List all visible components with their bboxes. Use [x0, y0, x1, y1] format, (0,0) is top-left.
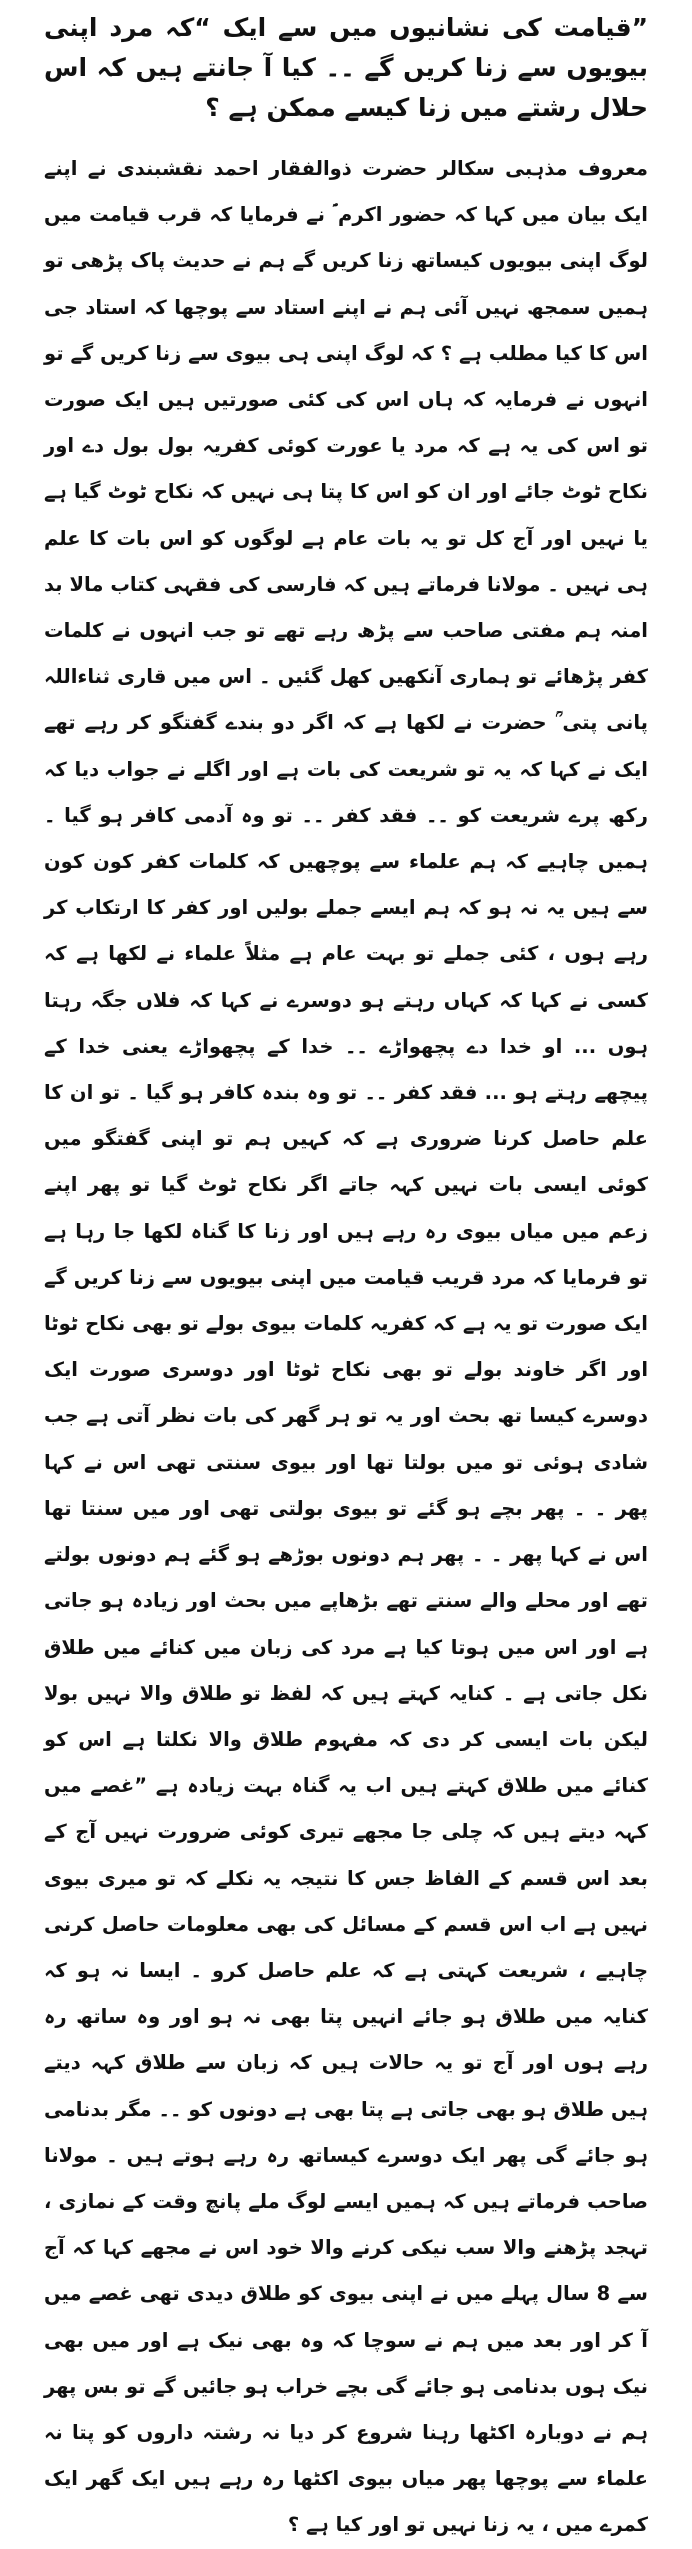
article [44, 8, 648, 2549]
article-title: ”قیامت کی نشانیوں میں سے ایک “کہ مرد اپنی بیویوں سے زنا کریں گے ۔۔ کیا آ جانتے ہیں کہ اس حلال رشتے میں زنا کیسے ممکن ہے ؟ [44, 13, 648, 122]
article-body: معروف مذہبی سکالر حضرت ذوالفقار احمد نقشبندی نے اپنے ایک بیان میں کہا کہ حضور اکرم ؐ نے فرمایا کہ قرب قیامت میں لوگ اپنی بیویوں کیساتھ زنا کریں گے ہم نے حدیث پاک پڑھی تو ہمیں سمجھ نہیں آئی ہم نے اپنے استاد سے پوچھا کہ استاد جی اس کا کیا مطلب ہے ؟ کہ لوگ اپنی ہی بیوی سے زنا کریں گے تو انہوں نے فرمایہ کہ ہاں اس کی کئی صورتیں ہیں ایک صورت تو اس کی یہ ہے کہ مرد یا عورت کوئی کفریہ بول بول دے اور نکاح ٹوٹ جائے اور ان کو اس کا پتا ہی نہیں کہ نکاح ٹوٹ گیا ہے یا نہیں اور آج کل تو یہ بات عام ہے لوگوں کو اس بات کا علم ہی نہیں ۔ مولانا فرماتے ہیں کہ فارسی کی فقہی کتاب مالا بد امنہ ہم مفتی صاحب سے پڑھ رہے تھے تو جب انہوں نے کلمات کفر پڑھائے تو ہماری آنکھیں کھل گئیں ۔ اس میں قاری ثناءاللہ پانی پتی ؒ حضرت نے لکھا ہے کہ اگر دو بندے گفتگو کر رہے تھے ایک نے کہا کہ یہ تو شریعت کی بات ہے اور اگلے نے جواب دیا کہ رکھ پرے شریعت کو ۔۔ فقد کفر ۔۔ تو وہ آدمی کافر ہو گیا ۔ ہمیں چاہیے کہ ہم علماء سے پوچھیں کہ کلمات کفر کون کون سے ہیں یہ نہ ہو کہ ہم ایسے جملے بولیں اور کفر کا ارتکاب کر رہے ہوں ، کئی جملے تو بہت عام ہے مثلاً علماء نے لکھا ہے کہ کسی نے کہا کہ کہاں رہتے ہو دوسرے نے کہا کہ فلاں جگہ رہتا ہوں ... او خدا دے پچھواڑے ۔۔ خدا کے پچھواڑے یعنی خدا کے پیچھے رہتے ہو ... فقد کفر ۔۔ تو وہ بندہ کافر ہو گیا ۔ تو ان کا علم حاصل کرنا ضروری ہے کہ کہیں ہم تو اپنی گفتگو میں کوئی ایسی بات نہیں کہہ جاتے اگر نکاح ٹوٹ گیا تو پھر اپنے زعم میں میاں بیوی رہ رہے ہیں اور زنا کا گناہ لکھا جا رہا ہے تو فرمایا کہ مرد قریب قیامت میں اپنی بیویوں سے زنا کریں گے ایک صورت تو یہ ہے کہ کفریہ کلمات بیوی بولے تو بھی نکاح ٹوٹا اور اگر خاوند بولے تو بھی نکاح ٹوٹا اور دوسری صورت ایک دوسرے کیسا تھ بحث اور یہ تو ہر گھر کی بات نظر آتی ہے جب شادی ہوئی تو میں بولتا تھا اور بیوی سنتی تھی اس نے کہا پھر ۔ ۔ پھر بچے ہو گئے تو بیوی بولتی تھی اور میں سنتا تھا اس نے کہا پھر ۔ ۔ پھر ہم دونوں بوڑھے ہو گئے ہم دونوں بولتے تھے اور محلے والے سنتے تھے بڑھاپے میں بحث اور زیادہ ہو جاتی ہے اور اس میں ہوتا کیا ہے مرد کی زبان میں کنائے میں طلاق نکل جاتی ہے ۔ کنایہ کہتے ہیں کہ لفظ تو طلاق والا نہیں بولا لیکن بات ایسی کر دی کہ مفہوم طلاق والا نکلتا ہے اس کو کنائے میں طلاق کہتے ہیں اب یہ گناہ بہت زیادہ ہے ”غصے میں کہہ دیتے ہیں کہ چلی جا مجھے تیری کوئی ضرورت نہیں آج کے بعد اس قسم کے الفاظ جس کا نتیجہ یہ نکلے کہ تو میری بیوی نہیں ہے اب اس قسم کے مسائل کی بھی معلومات حاصل کرنی چاہیے ، شریعت کہتی ہے کہ علم حاصل کرو ۔ ایسا نہ ہو کہ کنایہ میں طلاق ہو جائے انہیں پتا بھی نہ ہو اور وہ ساتھ رہ رہے ہوں اور آج تو یہ حالات ہیں کہ زبان سے طلاق کہہ دیتے ہیں طلاق ہو بھی جاتی ہے پتا بھی ہے دونوں کو ۔۔ مگر بدنامی ہو جائے گی پھر ایک دوسرے کیساتھ رہ رہے ہوتے ہیں ۔ مولانا صاحب فرماتے ہیں کہ ہمیں ایسے لوگ ملے پانچ وقت کے نمازی ، تہجد پڑھنے والا سب نیکی کرنے والا خود اس نے مجھے کہا کہ آج سے 8 سال پہلے میں نے اپنی بیوی کو طلاق دیدی تھی غصے میں آ کر اور بعد میں ہم نے سوچا کہ وہ بھی نیک ہے اور میں بھی نیک ہوں بدنامی ہو جائے گی بچے خراب ہو جائیں گے تو بس پھر ہم نے دوبارہ اکٹھا رہنا شروع کر دیا نہ رشتہ داروں کو پتا نہ علماء سے پوچھا پھر میاں بیوی اکٹھا رہ رہے ہیں ایک گھر ایک کمرے میں ، یہ زنا نہیں تو اور کیا ہے ؟ [44, 157, 648, 2537]
